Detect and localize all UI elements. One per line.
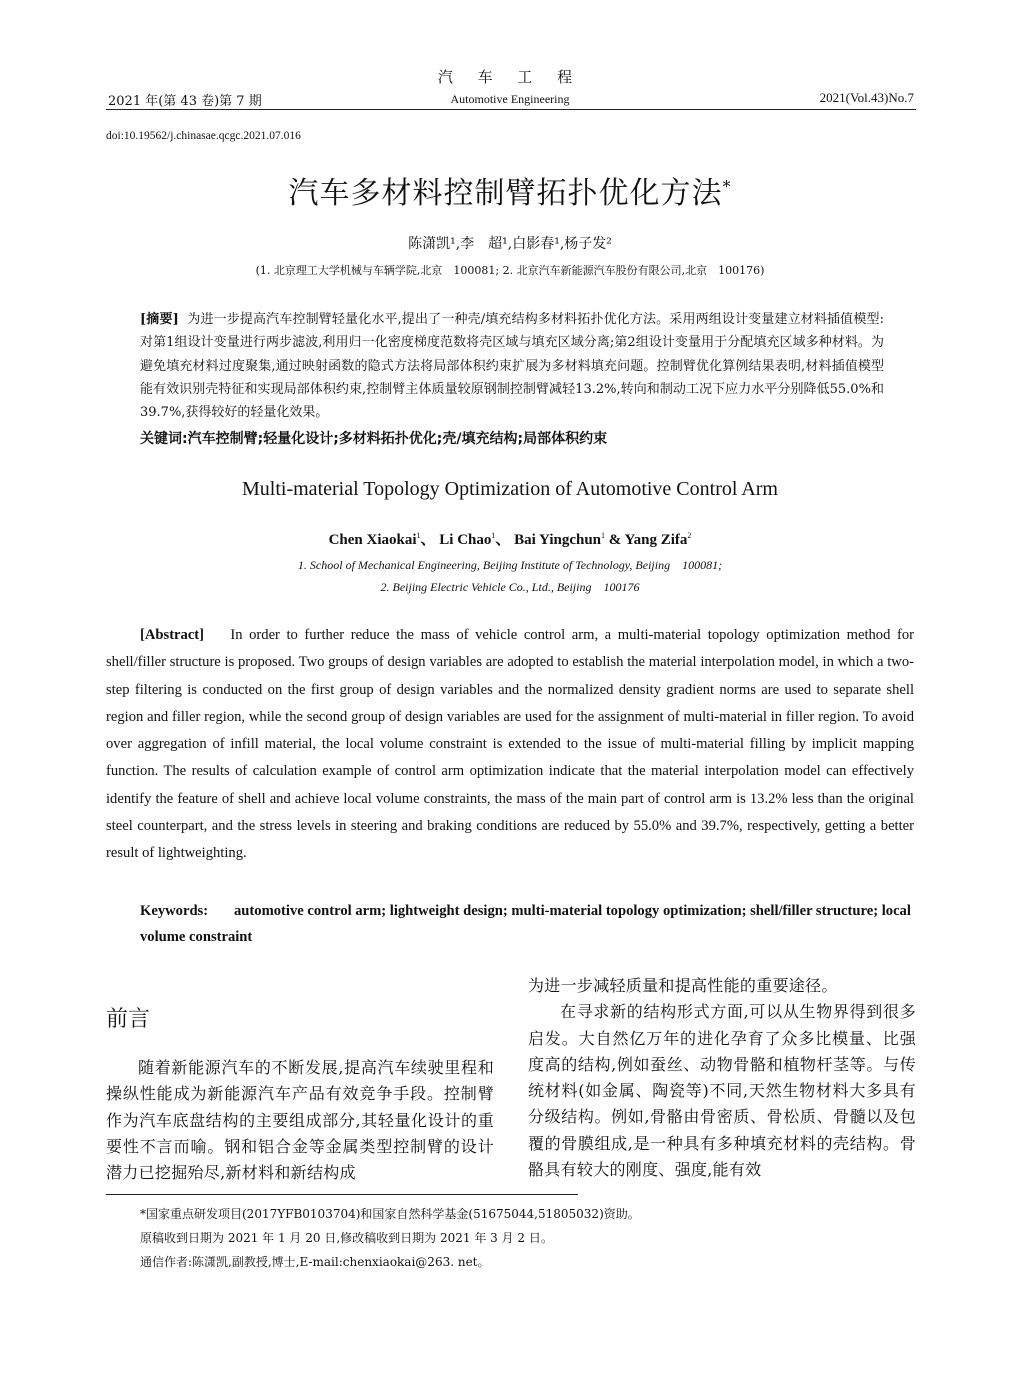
abstract-en-label: [Abstract]	[140, 627, 205, 643]
abstract-cn-label: [摘要]	[140, 312, 179, 327]
paper-title-en: Multi-material Topology Optimization of Automotive Control Arm	[242, 478, 778, 500]
author-4: Yang Zifa	[624, 532, 688, 548]
author-3-affil: 1	[601, 531, 606, 540]
body-paragraph: 随着新能源汽车的不断发展,提高汽车续驶里程和操纵性能成为新能源汽车产品有效竞争手段。控制臂作为汽车底盘结构的主要组成部分,其轻量化设计的重要性不言而喻。钢和铝合金等金属类型控制臂的设计潜力已挖掘殆尽,新材料和新结构成	[106, 1058, 494, 1183]
abstract-en-text: In order to further reduce the mass of vehicle control arm, a multi-material topology optimization method for shell/filler structure is proposed. Two groups of design variables are adopted to establish the material interpolation model, in which a two-step filtering is conducted on the first group of design variables and the normalized density gradient norms are used to separate shell region and filler region, while the second group of design variables are used for the assignment of multi-material in filler region. To avoid over aggregation of infill material, the local volume constraint is extended to the issue of multi-material filling by implicit mapping function. The results of calculation example of control arm optimization indicate that the material interpolation model can effectively identify the feature of shell and achieve local volume constraints, the mass of the main part of control arm is 13.2% less than the original steel counterpart, and the stress levels in steering and braking conditions are reduced by 55.0% and 39.7%, respectively, getting a better result of lightweighting.	[106, 627, 915, 862]
author-1: Chen Xiaokai	[328, 532, 417, 548]
body-right-column	[528, 973, 916, 1183]
doi[interactable]: doi:10.19562/j.chinasae.qcgc.2021.07.016	[106, 130, 301, 142]
body-paragraph: 在寻求新的结构形式方面,可以从生物界得到很多启发。大自然亿万年的进化孕育了众多比模量、比强度高的结构,例如蚕丝、动物骨骼和植物杆茎等。与传统材料(如金属、陶瓷等)不同,天然生物材料大多具有分级结构。例如,骨骼由骨密质、骨松质、骨髓以及包覆的骨膜组成,是一种具有多种填充材料的壳结构。骨骼具有较大的刚度、强度,能有效	[528, 1002, 916, 1180]
keywords-en-label: Keywords:	[140, 903, 209, 919]
author-sep: 、	[420, 532, 436, 548]
issue-info-en: 2021(Vol.43)No.7	[819, 90, 914, 105]
paper-title-cn	[0, 168, 1020, 212]
keywords-en-text: automotive control arm; lightweight design; multi-material topology optimization; shell/filler structure; local volume constraint	[140, 903, 911, 945]
title-footnote-mark: *	[722, 177, 732, 196]
author-2: Li Chao	[439, 532, 492, 548]
authors-cn: 陈潇凯¹,李 超¹,白影春¹,杨子发²	[408, 236, 612, 252]
footnote-received: 原稿收到日期为 2021 年 1 月 20 日,修改稿收到日期为 2021 年 3 月 2 日。	[140, 1231, 553, 1245]
section-heading-preface: 前言	[106, 1007, 151, 1032]
affiliation-en-2: 2. Beijing Electric Vehicle Co., Ltd., Beijing 100176	[380, 580, 640, 594]
author-1-affil: 1	[416, 531, 421, 540]
abstract-en	[106, 622, 914, 868]
authors-en	[0, 528, 1020, 549]
abstract-cn-text: 为进一步提高汽车控制臂轻量化水平,提出了一种壳/填充结构多材料拓扑优化方法。采用两组设计变量建立材料插值模型:对第1组设计变量进行两步滤波,利用归一化密度梯度范数将壳区域与填充区域分离;第2组设计变量用于分配填充区域多种材料。为避免填充材料过度聚集,通过映射函数的隐式方法将局部体积约束扩展为多材料填充问题。控制臂优化算例结果表明,材料插值模型能有效识别壳特征和实现局部体积约束,控制臂主体质量较原钢制控制臂减轻13.2%,转向和制动工况下应力水平分别降低55.0%和39.7%,获得较好的轻量化效果。	[140, 312, 884, 421]
author-3: Bai Yingchun	[514, 532, 602, 548]
affiliation-en-1: 1. School of Mechanical Engineering, Beijing Institute of Technology, Beijing 100081;	[297, 558, 723, 572]
paper-title-cn-text: 汽车多材料控制臂拓扑优化方法	[288, 176, 723, 211]
footnote-corresponding-author: 通信作者:陈潇凯,副教授,博士,E-mail:chenxiaokai@263. net。	[140, 1255, 490, 1269]
keywords-cn: 关键词:汽车控制臂;轻量化设计;多材料拓扑优化;壳/填充结构;局部体积约束	[140, 431, 608, 447]
body-left-column	[106, 1055, 494, 1186]
affiliation-cn: (1. 北京理工大学机械与车辆学院,北京 100081; 2. 北京汽车新能源汽车股份有限公司,北京 100176)	[255, 264, 765, 277]
keywords-en	[140, 898, 916, 950]
footnotes	[140, 1202, 640, 1274]
author-amp: &	[608, 532, 622, 548]
issue-info-cn: 2021 年(第 43 卷)第 7 期	[108, 94, 262, 109]
author-4-affil: 2	[687, 531, 692, 540]
journal-title-en: Automotive Engineering	[450, 92, 570, 106]
author-2-affil: 1	[491, 531, 496, 540]
footnote-rule	[106, 1194, 578, 1195]
author-sep: 、	[495, 532, 511, 548]
footnote-funding: *国家重点研发项目(2017YFB0103704)和国家自然科学基金(51675044,51805032)资助。	[140, 1207, 640, 1221]
journal-title-cn: 汽 车 工 程	[437, 68, 583, 86]
abstract-cn	[140, 308, 884, 424]
header-rule	[106, 109, 916, 110]
body-paragraph-continued: 为进一步减轻质量和提高性能的重要途径。	[528, 976, 838, 995]
